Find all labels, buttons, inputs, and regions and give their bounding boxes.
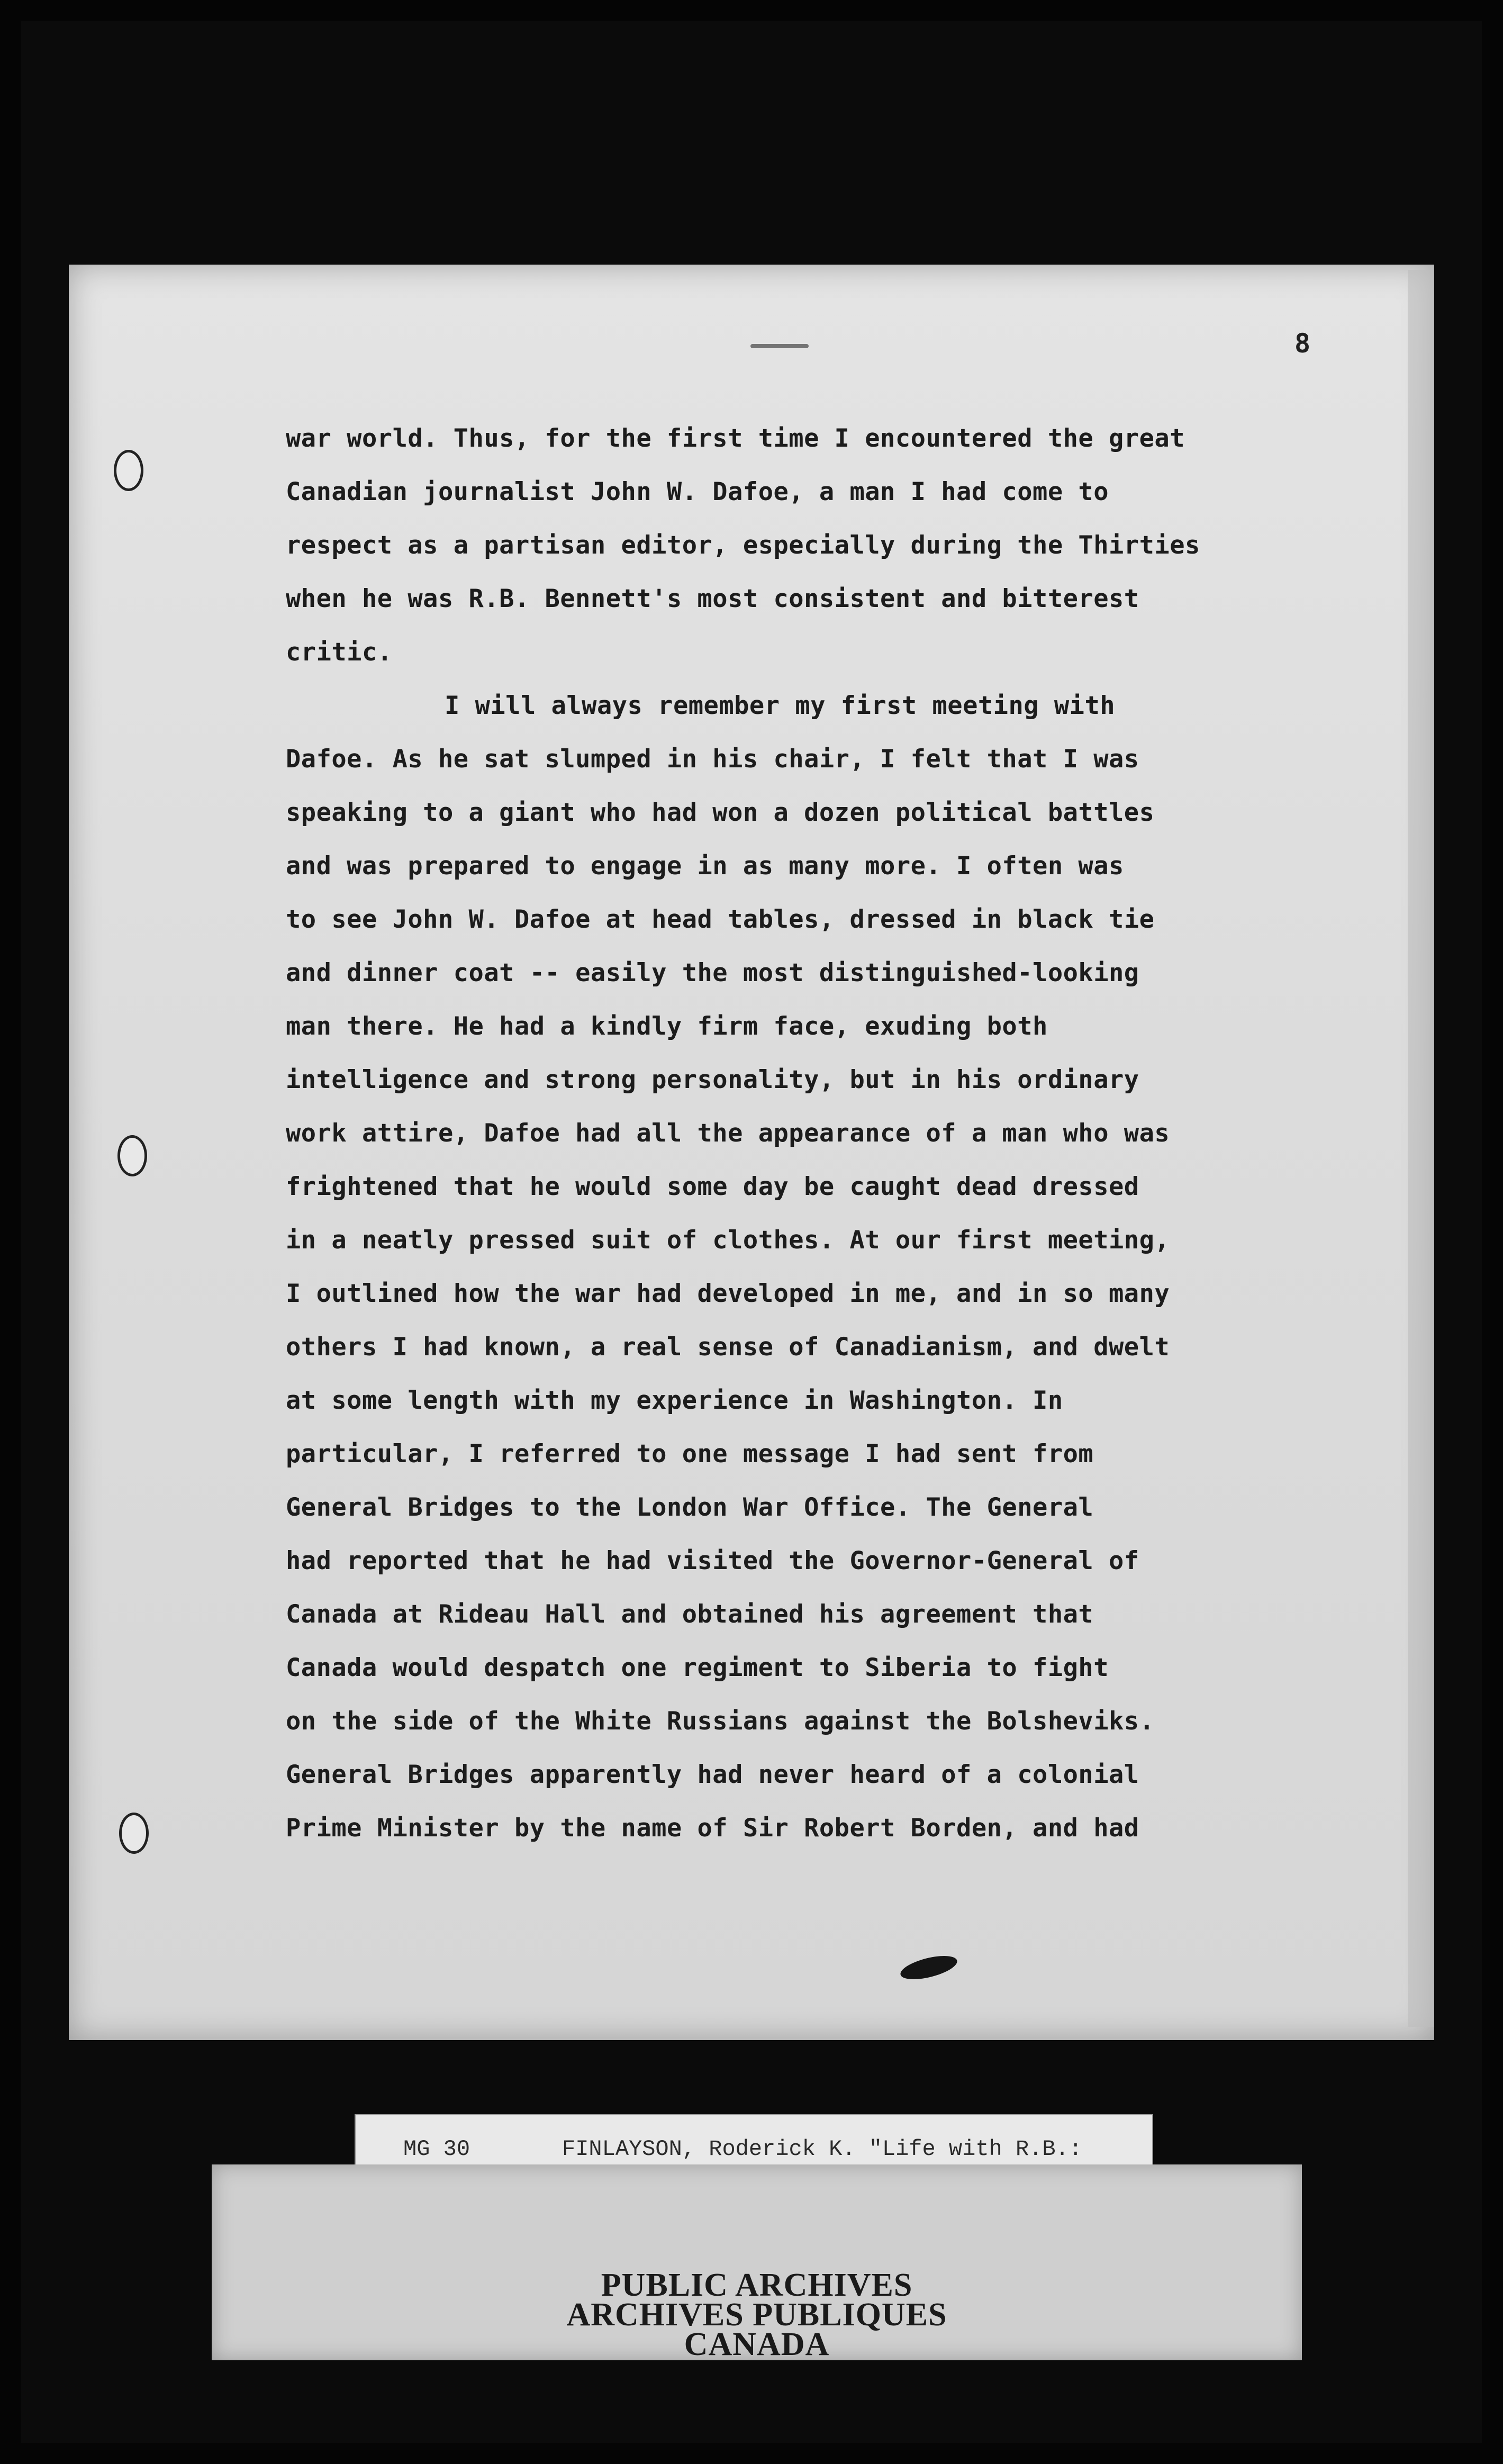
punch-hole-middle bbox=[117, 1135, 147, 1176]
text-line: particular, I referred to one message I had sent from bbox=[286, 1439, 1094, 1469]
text-line: I will always remember my first meeting with bbox=[445, 691, 1116, 720]
text-line: work attire, Dafoe had all the appearance of a man who was bbox=[286, 1119, 1170, 1148]
text-line: Canadian journalist John W. Dafoe, a man I had come to bbox=[286, 477, 1109, 506]
text-line: and was prepared to engage in as many more. I often was bbox=[286, 851, 1124, 881]
text-line: in a neatly pressed suit of clothes. At our first meeting, bbox=[286, 1226, 1170, 1255]
archives-stamp-card bbox=[212, 2164, 1302, 2360]
header-mark bbox=[750, 344, 809, 348]
punch-hole-bottom bbox=[119, 1813, 149, 1854]
stamp-line-1: PUBLIC ARCHIVES bbox=[601, 2267, 913, 2303]
text-line: when he was R.B. Bennett's most consistent and bitterest bbox=[286, 584, 1139, 613]
text-line: had reported that he had visited the Governor-General of bbox=[286, 1546, 1139, 1575]
description-line-1: FINLAYSON, Roderick K. "Life with R.B.: bbox=[562, 2136, 1082, 2162]
text-line: Canada at Rideau Hall and obtained his agreement that bbox=[286, 1600, 1094, 1629]
text-line: critic. bbox=[286, 638, 393, 667]
public-archives-stamp bbox=[212, 2267, 1302, 2362]
text-line: frightened that he would some day be caught dead dressed bbox=[286, 1172, 1139, 1201]
text-line: war world. Thus, for the first time I encountered the great bbox=[286, 424, 1185, 453]
text-line: on the side of the White Russians against the Bolsheviks. bbox=[286, 1707, 1155, 1736]
text-line: others I had known, a real sense of Canadianism, and dwelt bbox=[286, 1333, 1170, 1362]
text-line: and dinner coat -- easily the most distinguished-looking bbox=[286, 958, 1139, 988]
text-line: at some length with my experience in Washington. In bbox=[286, 1386, 1063, 1415]
text-line: man there. He had a kindly firm face, exuding both bbox=[286, 1012, 1048, 1041]
stamp-line-2: ARCHIVES PUBLIQUES bbox=[566, 2297, 947, 2333]
page-number: 8 bbox=[1294, 328, 1311, 359]
text-line: Canada would despatch one regiment to Siberia to fight bbox=[286, 1653, 1109, 1682]
page-edge-shadow bbox=[1408, 270, 1434, 2027]
text-line: Prime Minister by the name of Sir Robert Borden, and had bbox=[286, 1814, 1139, 1843]
text-line: to see John W. Dafoe at head tables, dressed in black tie bbox=[286, 905, 1155, 934]
text-line: speaking to a giant who had won a dozen political battles bbox=[286, 798, 1155, 827]
body-text bbox=[286, 412, 1318, 1855]
text-line: General Bridges apparently had never heard of a colonial bbox=[286, 1760, 1139, 1789]
text-line: intelligence and strong personality, but in his ordinary bbox=[286, 1065, 1139, 1094]
text-line: I outlined how the war had developed in me, and in so many bbox=[286, 1279, 1170, 1308]
reference-line-1: MG 30 bbox=[403, 2136, 470, 2162]
text-line: respect as a partisan editor, especially during the Thirties bbox=[286, 531, 1200, 560]
text-line: Dafoe. As he sat slumped in his chair, I felt that I was bbox=[286, 745, 1139, 774]
punch-hole-top bbox=[114, 450, 143, 491]
text-line: General Bridges to the London War Office. The General bbox=[286, 1493, 1094, 1522]
stamp-line-3: CANADA bbox=[684, 2326, 830, 2362]
